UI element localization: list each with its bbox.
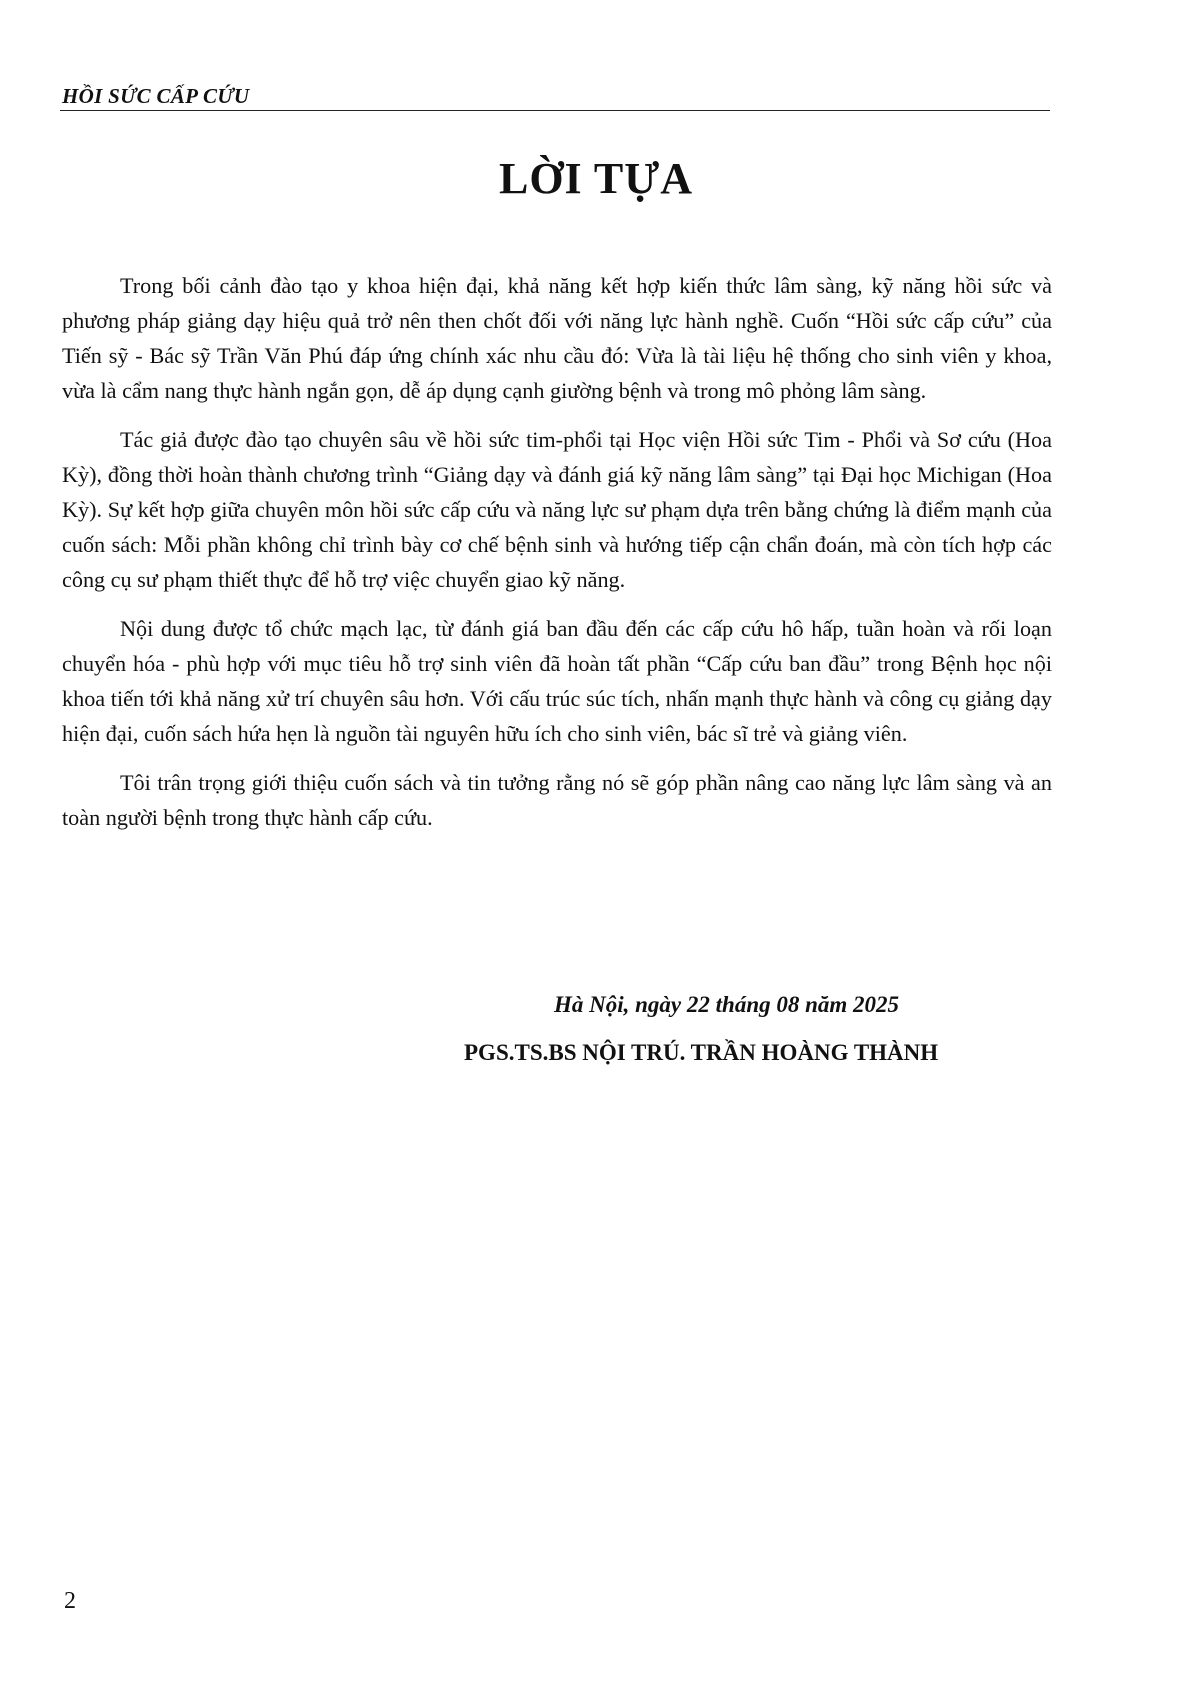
page-title: LỜI TỰA — [498, 154, 694, 203]
signature-place-date: Hà Nội, ngày 22 tháng 08 năm 2025 — [554, 992, 900, 1017]
paragraph-4: Tôi trân trọng giới thiệu cuốn sách và tin tưởng rằng nó sẽ góp phần nâng cao năng lực lâm sàng và an toàn người bệnh trong thực hành cấp cứu. — [62, 770, 1052, 830]
paragraph-1: Trong bối cảnh đào tạo y khoa hiện đại, khả năng kết hợp kiến thức lâm sàng, kỹ năng hồi sức và phương pháp giảng dạy hiệu quả trở nên then chốt đối với năng lực hành nghề. Cuốn “Hồi sức cấp cứu” của Tiến sỹ - Bác sỹ Trần Văn Phú đáp ứng chính xác nhu cầu đó: Vừa là tài liệu hệ thống cho sinh viên y khoa, vừa là cẩm nang thực hành ngắn gọn, dễ áp dụng cạnh giường bệnh và trong mô phỏng lâm sàng. — [62, 273, 1052, 403]
running-header-title: HỒI SỨC CẤP CỨU — [62, 84, 250, 108]
signature-name: PGS.TS.BS NỘI TRÚ. TRẦN HOÀNG THÀNH — [464, 1040, 939, 1065]
paragraph-2: Tác giả được đào tạo chuyên sâu về hồi sức tim-phổi tại Học viện Hồi sức Tim - Phổi và Sơ cứu (Hoa Kỳ), đồng thời hoàn thành chương trình “Giảng dạy và đánh giá kỹ năng lâm sàng” tại Đại học Michigan (Hoa Kỳ). Sự kết hợp giữa chuyên môn hồi sức cấp cứu và năng lực sư phạm dựa trên bằng chứng là điểm mạnh của cuốn sách: Mỗi phần không chỉ trình bày cơ chế bệnh sinh và hướng tiếp cận chẩn đoán, mà còn tích hợp các công cụ sư phạm thiết thực để hỗ trợ việc chuyển giao kỹ năng. — [62, 427, 1052, 592]
running-header — [60, 80, 1050, 111]
paragraph-3: Nội dung được tổ chức mạch lạc, từ đánh giá ban đầu đến các cấp cứu hô hấp, tuần hoàn và rối loạn chuyển hóa - phù hợp với mục tiêu hỗ trợ sinh viên đã hoàn tất phần “Cấp cứu ban đầu” trong Bệnh học nội khoa tiến tới khả năng xử trí chuyên sâu hơn. Với cấu trúc súc tích, nhấn mạnh thực hành và công cụ giảng dạy hiện đại, cuốn sách hứa hẹn là nguồn tài nguyên hữu ích cho sinh viên, bác sĩ trẻ và giảng viên. — [62, 616, 1052, 746]
body-text — [62, 268, 1052, 849]
page-number: 2 — [64, 1588, 76, 1614]
